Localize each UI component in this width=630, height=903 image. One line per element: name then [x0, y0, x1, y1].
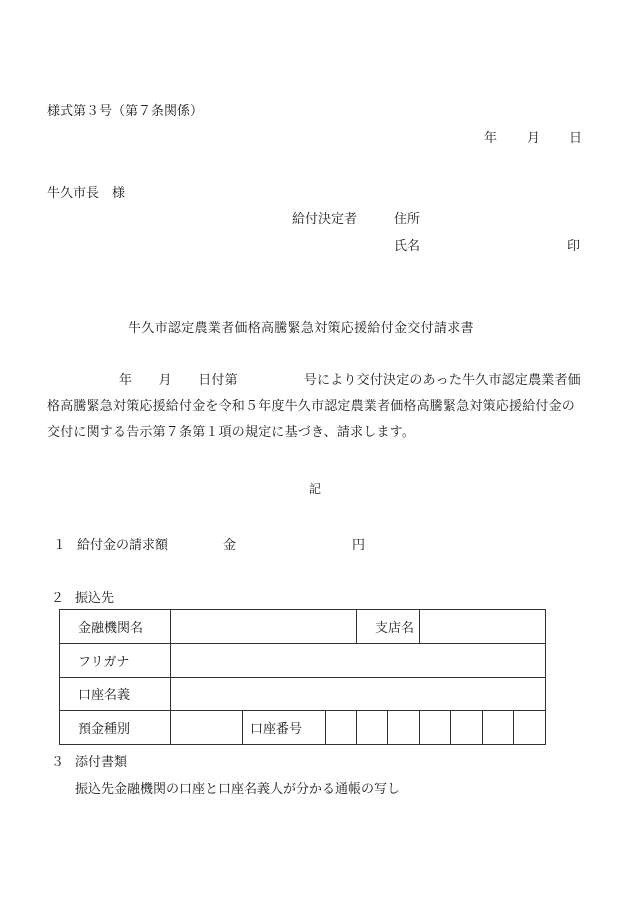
branch-name-field[interactable] — [420, 610, 546, 644]
branch-name-label: 支店名 — [357, 610, 420, 644]
addressee: 牛久市長 様 — [47, 186, 126, 201]
account-number-label: 口座番号 — [243, 711, 326, 745]
table-row — [60, 711, 546, 745]
section2-number: ２ — [51, 591, 65, 606]
account-digit-box[interactable] — [451, 711, 483, 745]
seal-mark: 印 — [567, 239, 581, 254]
section3-number: ３ — [51, 755, 65, 770]
applicant-role: 給付決定者 — [292, 212, 358, 227]
section1-label: 給付金の請求額 — [77, 538, 169, 553]
table-row — [60, 643, 546, 677]
section2-label: 振込先 — [75, 591, 115, 606]
bank-name-field[interactable] — [171, 610, 357, 644]
bank-name-label: 金融機関名 — [60, 610, 171, 644]
furigana-field[interactable] — [171, 643, 546, 677]
account-digit-box[interactable] — [514, 711, 546, 745]
account-type-field[interactable] — [171, 711, 243, 745]
table-row — [60, 677, 546, 711]
amount-yen: 円 — [352, 538, 366, 553]
account-digit-box[interactable] — [483, 711, 514, 745]
section1-number: １ — [53, 538, 67, 553]
account-type-label: 預金種別 — [60, 711, 171, 745]
account-digit-box[interactable] — [326, 711, 357, 745]
ki-mark: 記 — [309, 482, 322, 496]
attachment-description: 振込先金融機関の口座と口座名義人が分かる通帳の写し — [75, 782, 401, 797]
body-paragraph: 年 月 日付第 号により交付決定のあった牛久市認定農業者価格高騰緊急対策応援給付金を令和５年度牛久市認定農業者価格高騰緊急対策応援給付金の交付に関する告示第７条第１項の規定に基づき、請求します。 — [47, 373, 581, 440]
date-day: 日 — [569, 131, 583, 146]
address-label: 住所 — [394, 212, 421, 227]
account-digit-box[interactable] — [420, 711, 451, 745]
account-holder-label: 口座名義 — [60, 677, 171, 711]
date-year: 年 — [484, 131, 498, 146]
section3-label: 添付書類 — [75, 755, 128, 770]
account-digit-box[interactable] — [357, 711, 388, 745]
bank-transfer-table — [59, 609, 546, 745]
document-title: 牛久市認定農業者価格高騰緊急対策応援給付金交付請求書 — [128, 321, 474, 336]
table-row — [60, 610, 546, 644]
furigana-label: フリガナ — [60, 643, 171, 677]
account-holder-field[interactable] — [171, 677, 546, 711]
account-digit-box[interactable] — [388, 711, 420, 745]
date-month: 月 — [527, 131, 541, 146]
amount-kin: 金 — [223, 538, 237, 553]
form-number: 様式第３号（第７条関係） — [47, 104, 204, 119]
name-label: 氏名 — [394, 239, 421, 254]
